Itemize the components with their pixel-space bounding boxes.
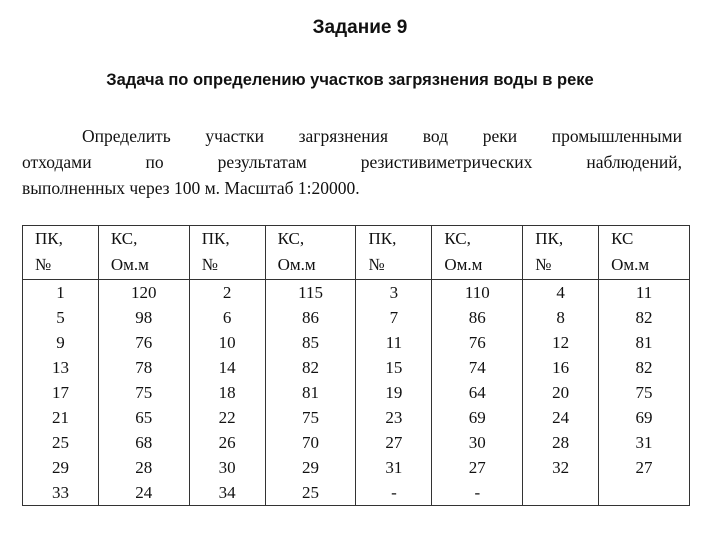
table-cell: 69 <box>468 408 486 427</box>
table-cell: 64 <box>468 383 486 402</box>
table-cell: 19 <box>385 383 403 402</box>
table-cell: 65 <box>135 408 153 427</box>
resistivity-column <box>265 280 356 506</box>
table-cell: - <box>391 483 397 502</box>
picket-column <box>356 280 432 506</box>
picket-column <box>523 280 599 506</box>
header-picket-number: ПК, № <box>523 226 599 280</box>
table-cell: 86 <box>302 308 320 327</box>
page-title: Задание 9 <box>312 17 408 38</box>
table-cell: 33 <box>51 483 69 502</box>
table-cell: 75 <box>635 383 653 402</box>
header-resistivity: КС Ом.м <box>599 226 690 280</box>
table-cell: 28 <box>135 458 153 477</box>
table-cell: 10 <box>218 333 236 352</box>
table-cell <box>523 480 598 505</box>
header-picket-number: ПК, № <box>189 226 265 280</box>
table-cell: 15 <box>385 358 403 377</box>
table-cell: 25 <box>302 483 320 502</box>
table-cell: 120 <box>131 283 157 302</box>
table-cell <box>599 480 689 505</box>
picket-column <box>189 280 265 506</box>
table-cell: 81 <box>635 333 653 352</box>
table-cell: 24 <box>552 408 570 427</box>
table-cell: 98 <box>135 308 153 327</box>
table-cell: 3 <box>389 283 399 302</box>
description-line-1: Определить участки загрязнения вод реки промышленными <box>82 126 682 146</box>
table-cell: 29 <box>51 458 69 477</box>
table-cell: 30 <box>218 458 236 477</box>
table-cell: 76 <box>468 333 486 352</box>
table-cell: 20 <box>552 383 570 402</box>
table-cell: 82 <box>635 358 653 377</box>
task-description <box>22 123 682 201</box>
table-cell: 4 <box>556 283 565 302</box>
header-resistivity: КС, Ом.м <box>98 226 189 280</box>
header-picket-number: ПК, № <box>23 226 99 280</box>
header-resistivity: КС, Ом.м <box>265 226 356 280</box>
table-cell: 6 <box>222 308 232 327</box>
header-resistivity: КС, Ом.м <box>432 226 523 280</box>
resistivity-column <box>599 280 690 506</box>
table-cell: 1 <box>56 283 65 302</box>
table-cell: 31 <box>635 433 653 452</box>
table-cell: 14 <box>218 358 236 377</box>
table-cell: 86 <box>468 308 486 327</box>
table-cell: 12 <box>552 333 570 352</box>
table-cell: 34 <box>218 483 236 502</box>
description-line-2: отходами по результатам резистивиметрических наблюдений, <box>22 152 682 172</box>
resistivity-column <box>432 280 523 506</box>
table-cell: - <box>474 483 481 502</box>
table-cell: 11 <box>635 283 653 302</box>
table-cell: 27 <box>635 458 653 477</box>
table-cell: 74 <box>468 358 486 377</box>
table-cell: 25 <box>51 433 69 452</box>
table-cell: 85 <box>302 333 320 352</box>
table-cell: 78 <box>135 358 153 377</box>
table-cell: 16 <box>552 358 570 377</box>
description-line-3: выполненных через 100 м. Масштаб 1:20000. <box>22 178 360 198</box>
table-cell: 26 <box>218 433 236 452</box>
table-cell: 69 <box>635 408 653 427</box>
table-cell: 32 <box>552 458 570 477</box>
table-cell: 76 <box>135 333 153 352</box>
table-cell: 23 <box>385 408 403 427</box>
table-cell: 18 <box>218 383 236 402</box>
table-cell: 9 <box>56 333 65 352</box>
table-cell: 13 <box>51 358 69 377</box>
table-cell: 8 <box>556 308 565 327</box>
table-cell: 7 <box>389 308 399 327</box>
table-cell: 21 <box>51 408 69 427</box>
table-body-row <box>23 280 690 506</box>
table-cell: 2 <box>222 283 232 302</box>
table-cell: 82 <box>302 358 320 377</box>
header-picket-number: ПК, № <box>356 226 432 280</box>
measurements-table <box>22 225 690 506</box>
task-subtitle: Задача по определению участков загрязнения воды в реке <box>106 71 594 89</box>
table-cell: 24 <box>135 483 153 502</box>
table-cell: 17 <box>51 383 69 402</box>
table-cell: 75 <box>302 408 320 427</box>
picket-column <box>23 280 99 506</box>
table-cell: 68 <box>135 433 153 452</box>
table-cell: 81 <box>302 383 320 402</box>
table-cell: 110 <box>464 283 490 302</box>
table-cell: 28 <box>552 433 570 452</box>
table-cell: 30 <box>468 433 486 452</box>
table-cell: 75 <box>135 383 153 402</box>
table-cell: 29 <box>302 458 320 477</box>
table-cell: 5 <box>56 308 65 327</box>
table-header-row <box>23 226 690 280</box>
table-cell: 115 <box>298 283 323 302</box>
table-cell: 82 <box>635 308 653 327</box>
table-cell: 31 <box>385 458 403 477</box>
table-cell: 70 <box>302 433 320 452</box>
table-cell: 27 <box>468 458 486 477</box>
table-cell: 11 <box>385 333 403 352</box>
table-cell: 22 <box>218 408 236 427</box>
table-cell: 27 <box>385 433 403 452</box>
resistivity-column <box>98 280 189 506</box>
